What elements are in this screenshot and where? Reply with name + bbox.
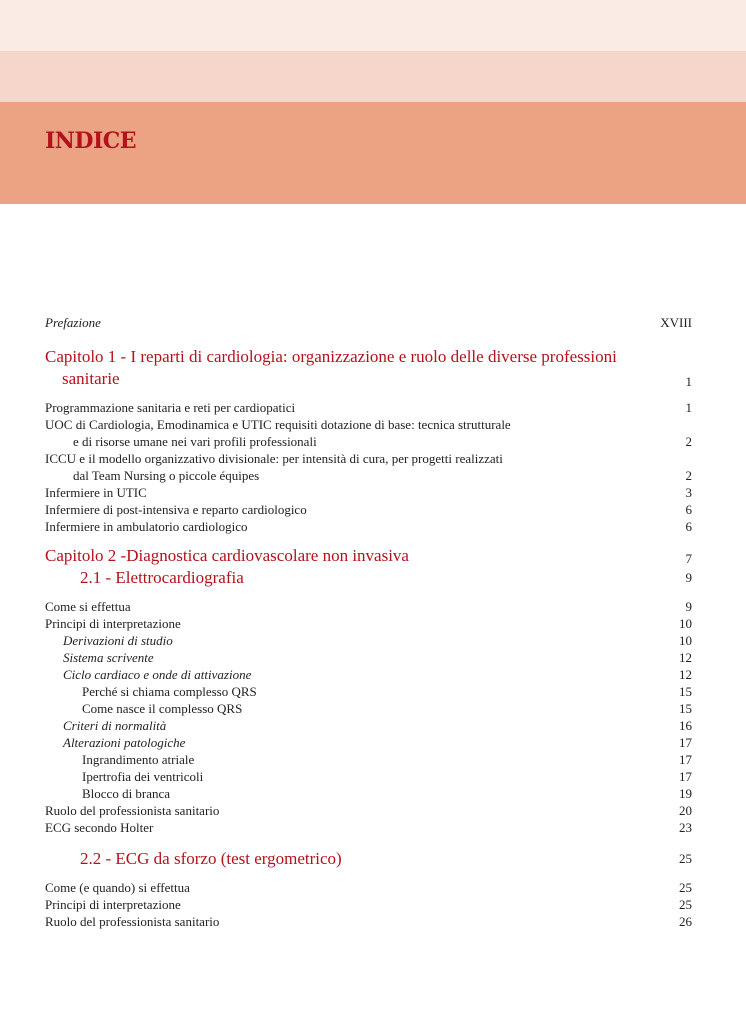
toc-entry-page: 12 — [679, 650, 692, 665]
toc-subentry[interactable] — [45, 666, 692, 683]
toc-entry-page: 2 — [685, 468, 692, 483]
toc-entry-label: Come si effettua — [45, 599, 131, 614]
toc-entry-label: Sistema scrivente — [63, 650, 154, 665]
toc-entry-label: Blocco di branca — [82, 786, 171, 801]
toc-entry[interactable] — [45, 450, 692, 484]
toc-entry[interactable] — [45, 501, 692, 518]
toc-entry-label: Ingrandimento atriale — [82, 752, 195, 767]
toc-entry-page: 1 — [685, 400, 692, 415]
toc-entry-page: 23 — [679, 820, 692, 835]
toc-entry[interactable] — [45, 518, 692, 535]
toc-entry[interactable] — [45, 879, 692, 896]
toc-entry[interactable] — [45, 896, 692, 913]
toc-entry-page: 25 — [679, 880, 692, 895]
toc-entry[interactable] — [45, 802, 692, 819]
toc-entry-page: 12 — [679, 667, 692, 682]
page-title: INDICE — [45, 128, 137, 154]
toc-entry-label: Come nasce il complesso QRS — [82, 701, 243, 716]
toc-entry-page: 3 — [685, 485, 692, 500]
toc-entry-page: 16 — [679, 718, 692, 733]
toc-subentry[interactable] — [45, 632, 692, 649]
chapter-title-line2: sanitarie — [62, 369, 120, 388]
toc-entry-label: Ruolo del professionista sanitario — [45, 914, 220, 929]
toc-subsubentry[interactable] — [45, 700, 692, 717]
toc-entry-page: 15 — [679, 684, 692, 699]
toc-subentry[interactable] — [45, 717, 692, 734]
toc-chapter-1-items — [45, 399, 692, 535]
header-band-light — [0, 0, 746, 51]
toc-entry-label: Infermiere in ambulatorio cardiologico — [45, 519, 248, 534]
toc-entry[interactable] — [45, 416, 692, 450]
toc-subsubentry[interactable] — [45, 751, 692, 768]
toc-entry-page: 6 — [685, 502, 692, 517]
chapter-title-row — [45, 368, 692, 390]
toc-entry-page: 26 — [679, 914, 692, 929]
toc-entry-page: 25 — [679, 897, 692, 912]
toc-section-2-1-items — [45, 598, 692, 836]
section-page: 25 — [679, 851, 692, 866]
toc-entry-page: 20 — [679, 803, 692, 818]
toc-entry-label: Infermiere di post-intensiva e reparto cardiologico — [45, 502, 307, 517]
toc-entry-page: 17 — [679, 769, 692, 784]
toc-entry-label-continued: dal Team Nursing o piccole équipes — [73, 468, 260, 483]
chapter-title: Capitolo 2 -Diagnostica cardiovascolare non invasiva — [45, 546, 409, 565]
toc-section-2-1[interactable] — [45, 567, 692, 589]
toc-subentry[interactable] — [45, 649, 692, 666]
toc-entry-page: 17 — [679, 752, 692, 767]
section-title: 2.1 - Elettrocardiografia — [80, 568, 244, 587]
section-page: 9 — [685, 570, 692, 585]
toc-entry-label: Prefazione — [45, 315, 101, 330]
toc-entry-page: 2 — [685, 434, 692, 449]
table-of-contents — [45, 314, 692, 930]
toc-subsubentry[interactable] — [45, 785, 692, 802]
toc-subsubentry[interactable] — [45, 683, 692, 700]
toc-entry-label: Principi di interpretazione — [45, 897, 181, 912]
toc-entry-label: Alterazioni patologiche — [63, 735, 186, 750]
toc-entry[interactable] — [45, 484, 692, 501]
toc-entry-page: 10 — [679, 616, 692, 631]
toc-chapter-1[interactable] — [45, 346, 692, 390]
chapter-page: 7 — [685, 551, 692, 566]
toc-entry-label: Perché si chiama complesso QRS — [82, 684, 257, 699]
toc-entry[interactable] — [45, 598, 692, 615]
toc-chapter-2[interactable] — [45, 545, 692, 567]
toc-entry-label: Criteri di normalità — [63, 718, 167, 733]
section-title: 2.2 - ECG da sforzo (test ergometrico) — [80, 849, 342, 868]
toc-entry-page: 19 — [679, 786, 692, 801]
toc-entry-label: Derivazioni di studio — [63, 633, 173, 648]
toc-entry-page: 10 — [679, 633, 692, 648]
toc-entry-label: Programmazione sanitaria e reti per cardiopatici — [45, 400, 296, 415]
toc-section-2-2-items — [45, 879, 692, 930]
toc-section-2-2[interactable] — [45, 848, 692, 870]
toc-entry-label: Ruolo del professionista sanitario — [45, 803, 220, 818]
header-band-mid — [0, 51, 746, 102]
toc-entry-label: ECG secondo Holter — [45, 820, 154, 835]
toc-entry-label: Come (e quando) si effettua — [45, 880, 190, 895]
toc-subsubentry[interactable] — [45, 768, 692, 785]
toc-entry[interactable] — [45, 615, 692, 632]
toc-entry-label: Infermiere in UTIC — [45, 485, 147, 500]
toc-entry-page: XVIII — [660, 315, 692, 330]
toc-entry[interactable] — [45, 399, 692, 416]
toc-entry-preface[interactable] — [45, 314, 692, 331]
chapter-page: 1 — [685, 374, 692, 389]
toc-entry-page: 17 — [679, 735, 692, 750]
toc-entry-label: Ipertrofia dei ventricoli — [82, 769, 204, 784]
toc-entry-label: UOC di Cardiologia, Emodinamica e UTIC requisiti dotazione di base: tecnica strutturale — [45, 417, 511, 432]
toc-entry-label-continued: e di risorse umane nei vari profili professionali — [73, 434, 317, 449]
toc-entry-page: 6 — [685, 519, 692, 534]
toc-entry-label: Ciclo cardiaco e onde di attivazione — [63, 667, 252, 682]
toc-entry-label: ICCU e il modello organizzativo divisionale: per intensità di cura, per progetti realizzati — [45, 451, 503, 466]
toc-entry[interactable] — [45, 913, 692, 930]
chapter-title-line1: Capitolo 1 - I reparti di cardiologia: organizzazione e ruolo delle diverse professioni — [45, 347, 617, 366]
toc-subentry[interactable] — [45, 734, 692, 751]
toc-entry-label: Principi di interpretazione — [45, 616, 181, 631]
toc-entry[interactable] — [45, 819, 692, 836]
toc-entry-page: 15 — [679, 701, 692, 716]
toc-entry-page: 9 — [685, 599, 692, 614]
